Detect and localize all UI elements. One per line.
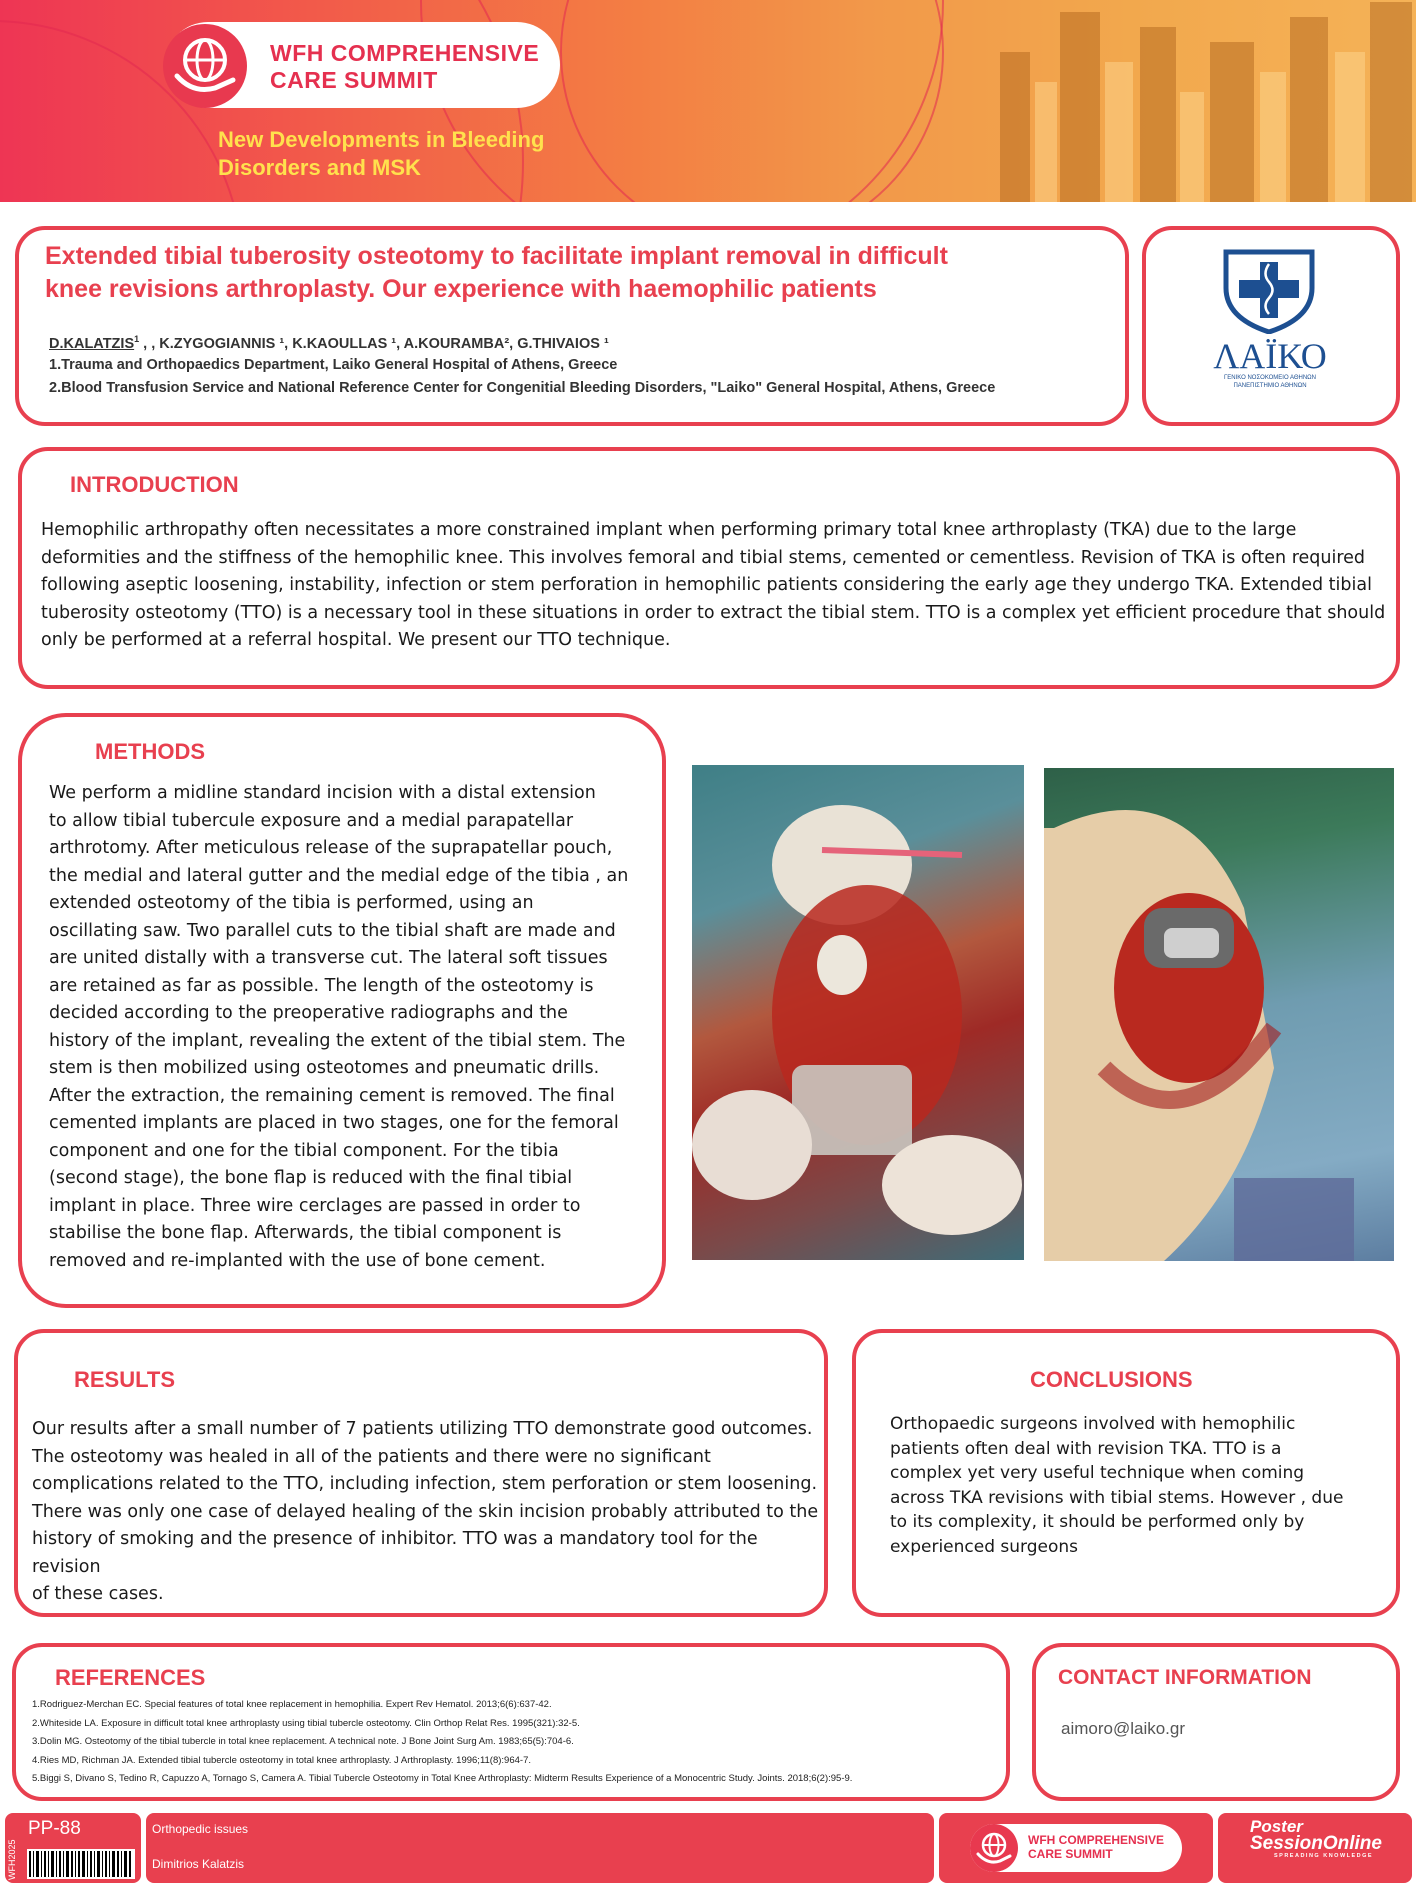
- poster-title: Extended tibial tuberosity osteotomy to facilitate implant removal in difficult knee revisions arthroplasty. Our experience with haemophilic patients: [45, 242, 948, 303]
- footer-globe-icon: [970, 1824, 1018, 1872]
- affiliation-2: 2.Blood Transfusion Service and National Reference Center for Congenitial Bleeding Disorders, "Laiko" General Hospital, Athens, Greece: [49, 380, 996, 396]
- footer-side-label: WFH2025: [7, 1839, 17, 1880]
- footer-info-panel: [146, 1813, 934, 1883]
- conclusions-heading: CONCLUSIONS: [1030, 1367, 1193, 1392]
- author-list: [49, 334, 609, 352]
- footer-category: Orthopedic issues: [152, 1822, 249, 1836]
- shield-cross-icon: [1222, 248, 1316, 334]
- reference-item: 3.Dolin MG. Osteotomy of the tibial tubercle in total knee replacement. A technical note. J Bone Joint Surg Am. 1983;65(5):704-6.: [32, 1736, 574, 1747]
- hospital-name: ΛΑΪΚΟ: [1213, 336, 1327, 376]
- methods-heading: METHODS: [95, 739, 205, 764]
- first-author: D.KALATZIS: [49, 335, 135, 352]
- hospital-subtitle: ΓΕΝΙΚΟ ΝΟΣΟΚΟΜΕΙΟ ΑΘΗΝΩΝ ΠΑΝΕΠΙΣΤΗΜΙΟ ΑΘΗΝΩΝ: [1223, 375, 1316, 389]
- conclusions-text: Orthopaedic surgeons involved with hemophilic patients often deal with revision TKA. TTO is a complex yet very useful technique when coming across TKA revisions with tibial stems. However , due to its complexity, it should be performed only by experienced surgeons: [890, 1414, 1344, 1557]
- contact-heading: CONTACT INFORMATION: [1058, 1666, 1312, 1689]
- surgical-photo-2: [1044, 768, 1394, 1261]
- summit-logo-text: WFH COMPREHENSIVE CARE SUMMIT: [270, 40, 540, 93]
- reference-item: 5.Biggi S, Divano S, Tedino R, Capuzzo A, Tornago S, Camera A. Tibial Tubercle Osteotomy in Total Knee Arthroplasty: Midterm Results Experience of a Monocentric Study. Joints. 2018;6(2):95-9.: [32, 1773, 853, 1784]
- contact-email[interactable]: aimoro@laiko.gr: [1061, 1719, 1186, 1738]
- introduction-heading: INTRODUCTION: [70, 472, 239, 497]
- footer-author: Dimitrios Kalatzis: [152, 1857, 245, 1871]
- reference-item: 1.Rodriguez-Merchan EC. Special features of total knee replacement in hemophilia. Expert Rev Hematol. 2013;6(6):637-42.: [32, 1699, 552, 1710]
- results-text: Our results after a small number of 7 patients utilizing TTO demonstrate good outcomes. The osteotomy was healed in all of the patients and there were no significant complications related to the TTO, including infection, stem perforation or stem loosening. There was only one case of delayed healing of the skin incision probably attributed to the history of smoking and the presence of inhibitor. TTO was a mandatory tool for the revision of these cases.: [32, 1419, 819, 1604]
- methods-text: We perform a midline standard incision with a distal extension to allow tibial tubercule exposure and a medial parapatellar arthrotomy. After meticulous release of the suprapatellar pouch, the medial and lateral gutter and the medial edge of the tibia , an extended osteotomy of the tibia is performed, using an oscillating saw. Two parallel cuts to the tibial shaft are made and are united distally with a transverse cut. The lateral soft tissues are retained as far as possible. The length of the osteotomy is decided according to the preoperative radiographs and the history of the implant, revealing the extent of the tibial stem. The stem is then mobilized using osteotomes and pneumatic drills. After the extraction, the remaining cement is removed. The final cemented implants are placed in two stages, one for the femoral component and one for the tibial component. For the tibia (second stage), the bone flap is reduced with the final tibial implant in place. Three wire cerclages are passed in order to stabilise the bone flap. Afterwards, the tibial component is removed and re-implanted with the use of bone cement.: [49, 783, 629, 1271]
- poster-code: PP-88: [28, 1818, 81, 1839]
- decorative-arc: [560, 0, 944, 202]
- surgical-photo-1: [692, 765, 1024, 1260]
- affiliation-1: 1.Trauma and Orthopaedics Department, Laiko General Hospital of Athens, Greece: [49, 357, 618, 373]
- poster-session-online-logo: Poster SessionOnline SPREADING KNOWLEDGE: [1250, 1817, 1382, 1859]
- introduction-text: Hemophilic arthropathy often necessitates a more constrained implant when performing primary total knee arthroplasty (TKA) due to the large deformities and the stiffness of the hemophilic knee. This involves femoral and tibial stems, cemented or cementless. Revision of TKA is often required following aseptic loosening, instability, infection or stem perforation in hemophilic patients considering the early age they undergo TKA. Extended tibial tuberosity osteotomy (TTO) is a necessary tool in these situations in order to extract the tibial stem. TTO is a complex yet efficient procedure that should only be performed at a referral hospital. We present our TTO technique.: [41, 520, 1386, 650]
- barcode: [27, 1849, 135, 1879]
- reference-item: 4.Ries MD, Richman JA. Extended tibial tubercle osteotomy in total knee arthroplasty. J Arthroplasty. 1996;11(8):964-7.: [32, 1754, 531, 1766]
- reference-item: 2.Whiteside LA. Exposure in difficult total knee arthroplasty using tibial tubercle osteotomy. Clin Orthop Relat Res. 1995(321):32-5.: [32, 1717, 580, 1729]
- summit-tagline: New Developments in Bleeding Disorders and MSK: [218, 127, 545, 180]
- globe-hand-icon: [163, 24, 247, 108]
- references-heading: REFERENCES: [55, 1665, 206, 1690]
- first-author-affiliation: 1: [134, 334, 140, 344]
- footer-summit-text: WFH COMPREHENSIVE CARE SUMMIT: [1028, 1833, 1165, 1861]
- references-list: [32, 1699, 1002, 1792]
- other-authors: , , K.ZYGOGIANNIS ¹, K.KAOULLAS ¹, A.KOURAMBA², G.THIVAIOS ¹: [139, 335, 609, 352]
- results-heading: RESULTS: [74, 1367, 176, 1392]
